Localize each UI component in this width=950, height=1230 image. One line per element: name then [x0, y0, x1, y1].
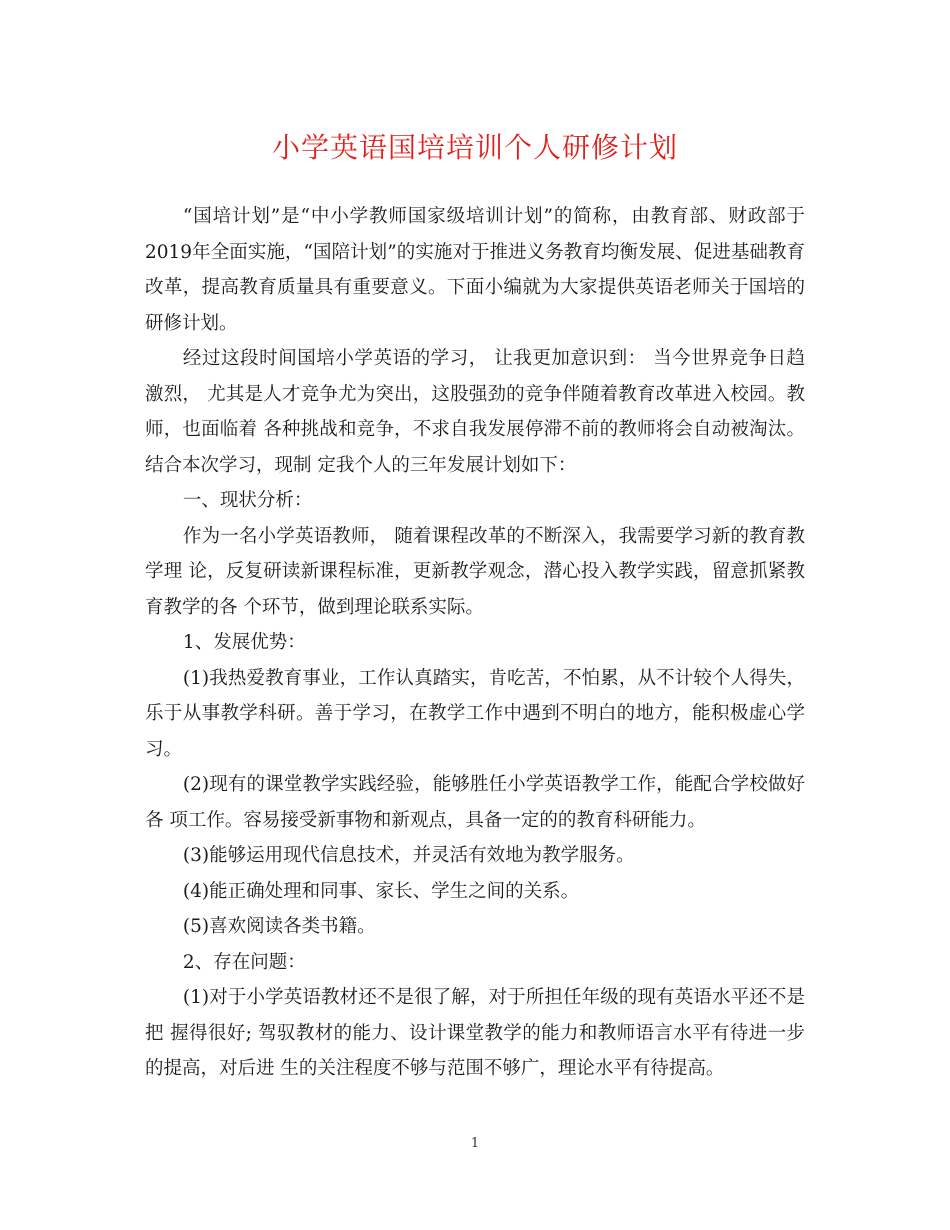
paragraph-strength-3: (3)能够运用现代信息技术，并灵活有效地为教学服务。 [182, 845, 635, 866]
page-number: 1 [470, 1136, 480, 1151]
paragraph-status-analysis: 作为一名小学英语教师， 随着课程改革的不断深入，我需要学习新的教育教学理 论，反复研读新课程标准，更新教学观念，潜心投入教学实践，留意抓紧教育教学的各 个环节，做到理论联系实际。 [145, 525, 805, 618]
paragraph-reflection: 经过这段时间国培小学英语的学习， 让我更加意识到： 当今世界竞争日趋激烈， 尤其是人才竞争尤为突出，这股强劲的竞争伴随着教育改革进入校园。教师，也面临着 各种挑战和竞争，不求自我发展停滞不前的教师将会自动被淘汰。结合本次学习，现制 定我个人的三年发展计划如下： [145, 348, 805, 476]
document-body [145, 199, 805, 1087]
document-title: 小学英语国培培训个人研修计划 [271, 131, 678, 164]
paragraph-problem-1: (1)对于小学英语教材还不是很了解，对于所担任年级的现有英语水平还不是把 握得很好; 驾驭教材的能力、设计课堂教学的能力和教师语言水平有待进一步的提高，对后进 生的关注程度不够与范围不够广，理论水平有待提高。 [145, 987, 805, 1079]
heading-problems: 2、存在问题： [182, 951, 306, 973]
paragraph-strength-4: (4)能正确处理和同事、家长、学生之间的关系。 [182, 880, 580, 902]
heading-status-analysis: 一、现状分析： [182, 490, 313, 511]
paragraph-strength-1: (1)我热爱教育事业，工作认真踏实，肯吃苦，不怕累，从不计较个人得失，乐于从事教学科研。善于学习，在教学工作中遇到不明白的地方，能积极虚心学习。 [145, 667, 805, 760]
paragraph-strength-5: (5)喜欢阅读各类书籍。 [182, 916, 376, 937]
heading-strengths: 1、发展优势： [182, 632, 306, 653]
paragraph-intro: “国培计划”是“中小学教师国家级培训计划”的简称，由教育部、财政部于2019年全面实施，“国陪计划”的实施对于推进义务教育均衡发展、促进基础教育改革，提高教育质量具有重要意义。下面小编就为大家提供英语老师关于国培的研修计划。 [145, 206, 805, 334]
paragraph-strength-2: (2)现有的课堂教学实践经验，能够胜任小学英语教学工作，能配合学校做好各 项工作。容易接受新事物和新观点，具备一定的的教育科研能力。 [145, 774, 805, 831]
